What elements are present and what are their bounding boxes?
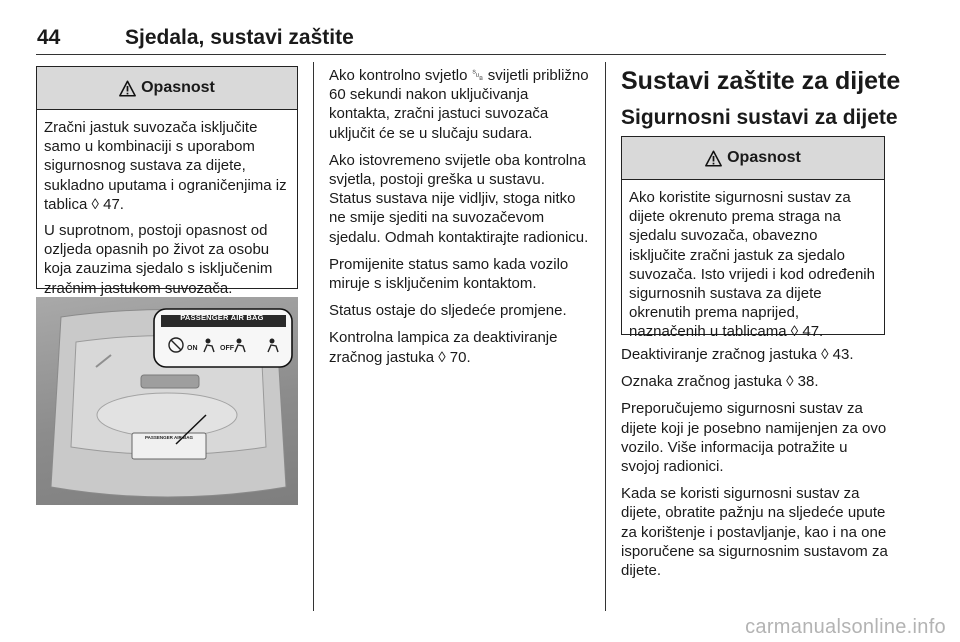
warning-header	[37, 67, 297, 110]
middle-column	[329, 66, 591, 375]
paragraph: Promijenite status samo kada vozilo miruje s isključenim kontaktom.	[329, 255, 569, 293]
on-label: ON	[187, 345, 198, 352]
panel-label-small: PASSENGER AIR BAG	[144, 435, 193, 440]
header-rule	[36, 54, 886, 55]
column-divider-left	[313, 62, 314, 611]
watermark: carmanualsonline.info	[745, 616, 946, 638]
warning-paragraph: Ako koristite sigurnosni sustav za dijete okrenuto prema straga na sjedalu suvozača, obavezno isključite zračni jastuk za sjedalo suvozača. Isto vrijedi i kod određenih sigurnosnih sustava za dijete okrenutih prema naprijed, naznačenih u tablicama ◊ 47.	[629, 189, 875, 341]
paragraph: Kontrolna lampica za deaktiviranje zračnog jastuka ◊ 70.	[329, 329, 558, 366]
paragraph: Status ostaje do sljedeće promjene.	[329, 302, 567, 320]
right-column	[621, 66, 901, 131]
warning-triangle-icon	[705, 150, 722, 167]
warning-box-right	[621, 136, 885, 341]
roof-console-illustration	[36, 297, 298, 505]
paragraph: Deaktiviranje zračnog jastuka ◊ 43.	[621, 346, 854, 363]
warning-title: Opasnost	[727, 149, 801, 166]
warning-header	[622, 137, 884, 180]
warning-paragraph: U suprotnom, postoji opasnost od ozljeda opasnih po život za osobu koja zauzima sjedalo s isključenim zračnim jastukom suvozača.	[44, 222, 273, 297]
right-column-text	[621, 345, 889, 588]
off-label: OFF	[220, 345, 234, 352]
paragraph: Kada se koristi sigurnosni sustav za dijete, obratite pažnju na sljedeće upute za korištenje i postavljanje, kao i na one isporučene sa sigurnosnim sustavom za dijete.	[621, 485, 888, 580]
paragraph: Ako kontrolno svjetlo ␚ svijetli približno 60 sekundi nakon uključivanja kontakta, zračni jastuci suvozača uključit će se u slučaju sudara.	[329, 67, 589, 142]
warning-triangle-icon	[119, 80, 136, 97]
warning-box-left	[36, 66, 298, 297]
page-title: Sjedala, sustavi zaštite	[125, 26, 354, 49]
page-header	[37, 26, 887, 54]
warning-paragraph: Zračni jastuk suvozača isključite samo u kombinaciji s uporabom sigurnosnog sustava za dijete, sukladno uputama i ograničenjima iz tablica ◊ 47.	[44, 119, 287, 213]
airbag-indicator-photo	[36, 297, 298, 505]
warning-title: Opasnost	[141, 79, 215, 96]
section-heading: Sustavi zaštite za dijete	[621, 67, 901, 95]
section-subheading: Sigurnosni sustavi za dijete	[621, 106, 898, 129]
page-number: 44	[37, 26, 61, 49]
panel-label-large: PASSENGER AIR BAG	[180, 313, 264, 322]
paragraph: Oznaka zračnog jastuka ◊ 38.	[621, 373, 819, 391]
warning-body	[622, 180, 884, 342]
paragraph: Preporučujemo sigurnosni sustav za dijete koji je posebno namijenjen za ovo vozilo. Više informacija potražite u svojoj radionici.	[621, 400, 887, 476]
column-divider-right	[605, 62, 606, 611]
warning-body	[37, 110, 297, 298]
paragraph: Ako istovremeno svijetle oba kontrolna svjetla, postoji greška u sustavu. Status sustava nije vidljiv, stoga nitko ne smije sjediti na suvozačevom sjedalu. Odmah kontaktirajte radionicu.	[329, 151, 589, 246]
